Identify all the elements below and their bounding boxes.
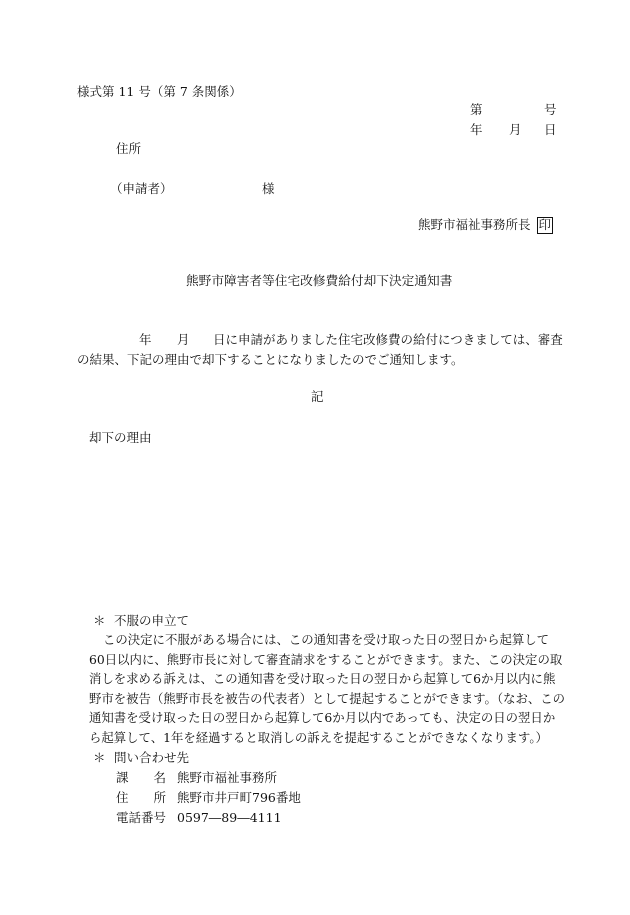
body-line-1: 日に申請がありました住宅改修費の給付につきましては、審査 xyxy=(213,332,563,347)
seal-stamp: 印 xyxy=(538,217,552,232)
issuer xyxy=(418,217,553,234)
objection-bullet: ＊ xyxy=(93,613,106,628)
objection-line: 60日以内に、熊野市長に対して審査請求をすることができます。また、この決定の取 xyxy=(89,651,563,667)
body-date-year: 年 xyxy=(139,332,152,347)
doc-number-prefix: 第 xyxy=(470,102,483,117)
objection-line: ら起算して、1年を経過すると取消しの訴えを提起することができなくなります。） xyxy=(89,730,548,745)
objection-line: 野市を被告（熊野市長を被告の代表者）として提起することができます。（なお、この xyxy=(89,690,566,706)
objection-heading: 不服の申立て xyxy=(114,613,190,628)
objection-line: この決定に不服がある場合には、この通知書を受け取った日の翌日から起算して xyxy=(103,632,550,647)
body-line-2: の結果、下記の理由で却下することになりましたのでご通知します。 xyxy=(77,352,464,367)
doc-number-suffix: 号 xyxy=(544,102,557,117)
contact-section-label: 課 名 xyxy=(116,770,167,785)
header-date-day: 日 xyxy=(544,122,557,137)
header-date-year: 年 xyxy=(470,122,483,137)
recipient-honorific: 様 xyxy=(262,181,275,196)
contact-phone-label: 電話番号 xyxy=(116,810,167,825)
recipient-applicant-label: （申請者） xyxy=(110,181,173,196)
header-date-month: 月 xyxy=(509,122,522,137)
contact-heading: 問い合わせ先 xyxy=(114,750,190,765)
contact-address-value: 熊野市井戸町796番地 xyxy=(177,790,301,805)
document-title: 熊野市障害者等住宅改修費給付却下決定通知書 xyxy=(186,273,453,288)
objection-line: 消しを求める訴えは、この通知書を受け取った日の翌日から起算して6か月以内に熊 xyxy=(89,671,556,687)
contact-bullet: ＊ xyxy=(93,750,106,765)
objection-line: 通知書を受け取った日の翌日から起算して6か月以内であっても、決定の日の翌日か xyxy=(89,710,556,726)
ki-mark: 記 xyxy=(311,389,324,404)
body-date-month: 月 xyxy=(177,332,190,347)
recipient-address-label: 住所 xyxy=(116,141,142,156)
reason-label: 却下の理由 xyxy=(89,430,152,445)
issuer-name: 熊野市福祉事務所長 xyxy=(418,217,531,232)
contact-section-value: 熊野市福祉事務所 xyxy=(177,770,278,785)
contact-address-label: 住 所 xyxy=(116,790,167,805)
contact-phone-value: 0597―89―4111 xyxy=(177,810,282,825)
form-number: 様式第 11 号（第 7 条関係） xyxy=(77,84,242,99)
